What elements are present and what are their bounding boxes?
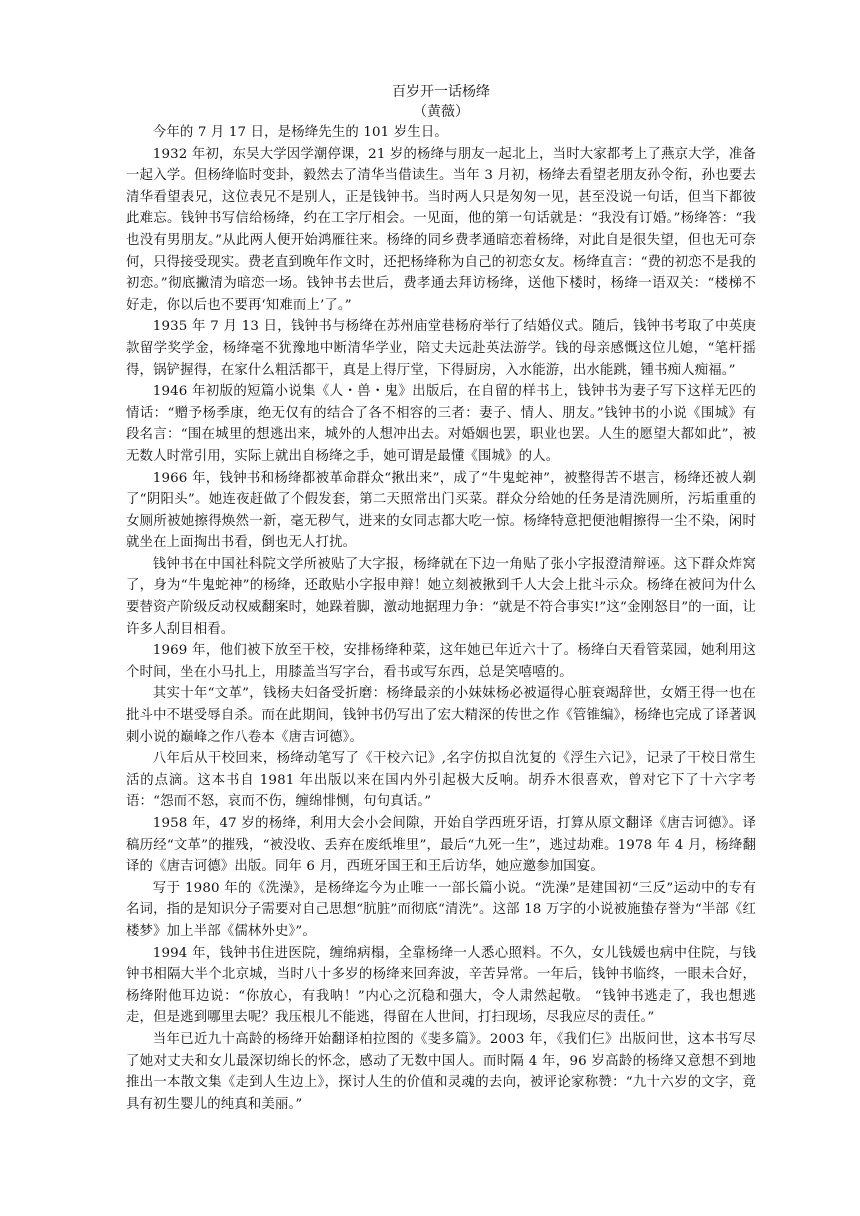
paragraph: 今年的 7 月 17 日，是杨绛先生的 101 岁生日。 — [152, 125, 448, 140]
paragraph: 1932 年初，东吴大学因学潮停课，21 岁的杨绛与朋友一起北上，当时大家都考上了燕京大学，准备一起入学。但杨绛临时变卦，毅然去了清华当借读生。当年 3 月初，杨绛去看望老朋友孙令衔，孙也要去清华看望表兄，这位表兄不是别人，正是钱钟书。当时两人只是匆匆一见，甚至没说一句话，但当下都彼此难忘。钱钟书写信给杨绛，约在工字厅相会。一见面，他的第一句话就是：“我没有订婚。”杨绛答：“我也没有男朋友。”从此两人便开始鸿雁往来。杨绛的同乡费孝通暗恋着杨绛，对此自是很失望，但也无可奈何，只得接受现实。费老直到晚年作文时，还把杨绛称为自己的初恋女友。杨绛直言：“费的初恋不是我的初恋。”彻底撇清为暗恋一场。钱钟书去世后，费孝通去拜访杨绛，送他下楼时，杨绛一语双关：“楼梯不好走，你以后也不要再‘知难而上’了。” — [126, 146, 756, 313]
paragraph: 钱钟书在中国社科院文学所被贴了大字报，杨绛就在下边一角贴了张小字报澄清辩诬。这下群众炸窝了，身为“牛鬼蛇神”的杨绛，还敢贴小字报申辩！她立刻被揪到千人大会上批斗示众。杨绛在被问为什么要替资产阶级反动权威翻案时，她跺着脚，激动地据理力争：“就是不符合事实!”这“金刚怒目”的一面，让许多人刮目相看。 — [126, 556, 756, 637]
paragraph: 1958 年，47 岁的杨绛，利用大会小会间隙，开始自学西班牙语，打算从原文翻译《唐吉诃德》。译稿历经“文革”的摧残，“被没收、丢弃在废纸堆里”，最后“九死一生”，逃过劫难。1978 年 4 月，杨绛翻译的《唐吉诃德》出版。同年 6 月，西班牙国王和王后访华，她应邀参加国宴。 — [126, 816, 756, 875]
article-title: 百岁开一话杨绛 — [392, 84, 490, 100]
paragraph: 写于 1980 年的《洗澡》，是杨绛迄今为止唯一一部长篇小说。“洗澡”是建国初“三反”运动中的专有名词，指的是知识分子需要对自己思想“肮脏”而彻底“清洗”。这部 18 万字的小说被施蛰存誉为“半部《红楼梦》加上半部《儒林外史》”。 — [126, 880, 756, 939]
article — [126, 82, 756, 1115]
paragraph: 1969 年，他们被下放至干校，安排杨绛种菜，这年她已年近六十了。杨绛白天看管菜园，她利用这个时间，坐在小马扎上，用膝盖当写字台，看书或写东西，总是笑嘻嘻的。 — [126, 643, 756, 680]
paragraph: 八年后从干校回来，杨绛动笔写了《干校六记》,名字仿拟自沈复的《浮生六记》，记录了干校日常生活的点滴。这本书自 1981 年出版以来在国内外引起极大反响。胡乔木很喜欢，曾对它下了十六字考语：“怨而不怒，哀而不伤，缠绵悱恻，句句真话。” — [126, 751, 756, 810]
paragraph: 1994 年，钱钟书住进医院，缠绵病榻，全靠杨绛一人悉心照料。不久，女儿钱媛也病中住院，与钱钟书相隔大半个北京城，当时八十多岁的杨绛来回奔波，辛苦异常。一年后，钱钟书临终，一眼未合好，杨绛附他耳边说：“你放心，有我呐！”内心之沉稳和强大，令人肃然起敬。 “钱钟书逃走了，我也想逃走，但是逃到哪里去呢？我压根儿不能逃，得留在人世间，打扫现场，尽我应尽的责任。” — [126, 945, 756, 1026]
paragraph: 1935 年 7 月 13 日，钱钟书与杨绛在苏州庙堂巷杨府举行了结婚仪式。随后，钱钟书考取了中英庚款留学奖学金，杨绛毫不犹豫地中断清华学业，陪丈夫远赴英法游学。钱的母亲感慨这位儿媳，“笔杆摇得，锅铲握得，在家什么粗活都干，真是上得厅堂，下得厨房，入水能游，出水能跳，锺书痴人痴福。” — [126, 319, 756, 378]
paragraph: 1966 年，钱钟书和杨绛都被革命群众“揪出来”，成了“牛鬼蛇神”，被整得苦不堪言，杨绛还被人剃了“阴阳头”。她连夜赶做了个假发套，第二天照常出门买菜。群众分给她的任务是清洗厕所，污垢重重的女厕所被她擦得焕然一新，毫无秽气，进来的女同志都大吃一惊。杨绛特意把便池帽擦得一尘不染，闲时就坐在上面掏出书看，倒也无人打扰。 — [126, 470, 756, 551]
article-body — [126, 122, 756, 1115]
article-author: （黄薇） — [413, 104, 469, 120]
paragraph: 其实十年“文革”，钱杨夫妇备受折磨：杨绛最亲的小妹妹杨必被逼得心脏衰竭辞世，女婿王得一也在批斗中不堪受辱自杀。而在此期间，钱钟书仍写出了宏大精深的传世之作《管锥编》，杨绛也完成了译著讽刺小说的巅峰之作八卷本《唐吉诃德》。 — [126, 686, 756, 745]
paragraph: 1946 年初版的短篇小说集《人・兽・鬼》出版后，在自留的样书上，钱钟书为妻子写下这样无匹的情话：“赠予杨季康，绝无仅有的结合了各不相容的三者：妻子、情人、朋友。”钱钟书的小说《围城》有段名言：“围在城里的想逃出来，城外的人想冲出去。对婚姻也罢，职业也罢。人生的愿望大都如此”，被无数人时常引用，实际上就出自杨绛之手，她可谓是最懂《围城》的人。 — [126, 384, 756, 464]
paragraph: 当年已近九十高龄的杨绛开始翻译柏拉图的《斐多篇》。2003 年，《我们仨》出版问世，这本书写尽了她对丈夫和女儿最深切绵长的怀念，感动了无数中国人。而时隔 4 年，96 岁高龄的杨绛又意想不到地推出一本散文集《走到人生边上》，探讨人生的价值和灵魂的去向，被评论家称赞：“九十六岁的文字，竟具有初生婴儿的纯真和美丽。” — [126, 1031, 756, 1112]
